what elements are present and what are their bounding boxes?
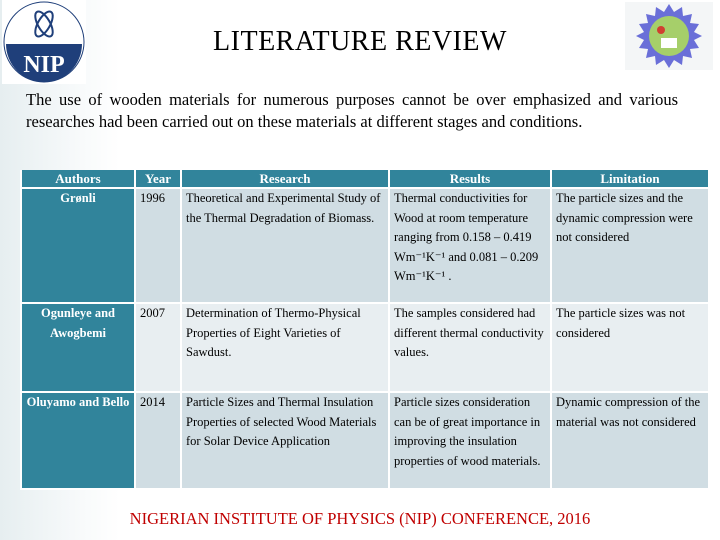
table-header-row [21,170,709,188]
table-row [21,392,709,489]
column-header: Results [389,170,551,188]
table-row [21,188,709,303]
column-header: Research [181,170,389,188]
research-cell: Theoretical and Experimental Study of the Thermal Degradation of Biomass. [181,188,389,303]
nip-logo-text: NIP [23,52,65,78]
results-cell: Thermal conductivities for Wood at room temperature ranging from 0.158 – 0.419 Wm⁻¹K⁻¹ and 0.081 – 0.209 Wm⁻¹K⁻¹ . [389,188,551,303]
table-row [21,303,709,392]
authors-cell: Grønli [21,188,135,303]
year-cell: 2014 [135,392,181,489]
results-cell: Particle sizes consideration can be of great importance in improving the insulation properties of wood materials. [389,392,551,489]
results-cell: The samples considered had different thermal conductivity values. [389,303,551,392]
column-header: Year [135,170,181,188]
authors-cell: Ogunleye and Awogbemi [21,303,135,392]
limitation-cell: Dynamic compression of the material was not considered [551,392,709,489]
research-cell: Particle Sizes and Thermal Insulation Properties of selected Wood Materials for Solar Device Application [181,392,389,489]
page-title: LITERATURE REVIEW [213,26,507,57]
year-cell: 2007 [135,303,181,392]
column-header: Limitation [551,170,709,188]
limitation-cell: The particle sizes was not considered [551,303,709,392]
authors-cell: Oluyamo and Bello [21,392,135,489]
intro-paragraph: The use of wooden materials for numerous purposes cannot be over emphasized and various researches had been carried out on these materials at different stages and conditions. [26,90,678,131]
year-cell: 1996 [135,188,181,303]
conference-footer: NIGERIAN INSTITUTE OF PHYSICS (NIP) CONFERENCE, 2016 [129,509,591,528]
research-cell: Determination of Thermo-Physical Properties of Eight Varieties of Sawdust. [181,303,389,392]
limitation-cell: The particle sizes and the dynamic compression were not considered [551,188,709,303]
literature-table [20,170,710,490]
column-header: Authors [21,170,135,188]
